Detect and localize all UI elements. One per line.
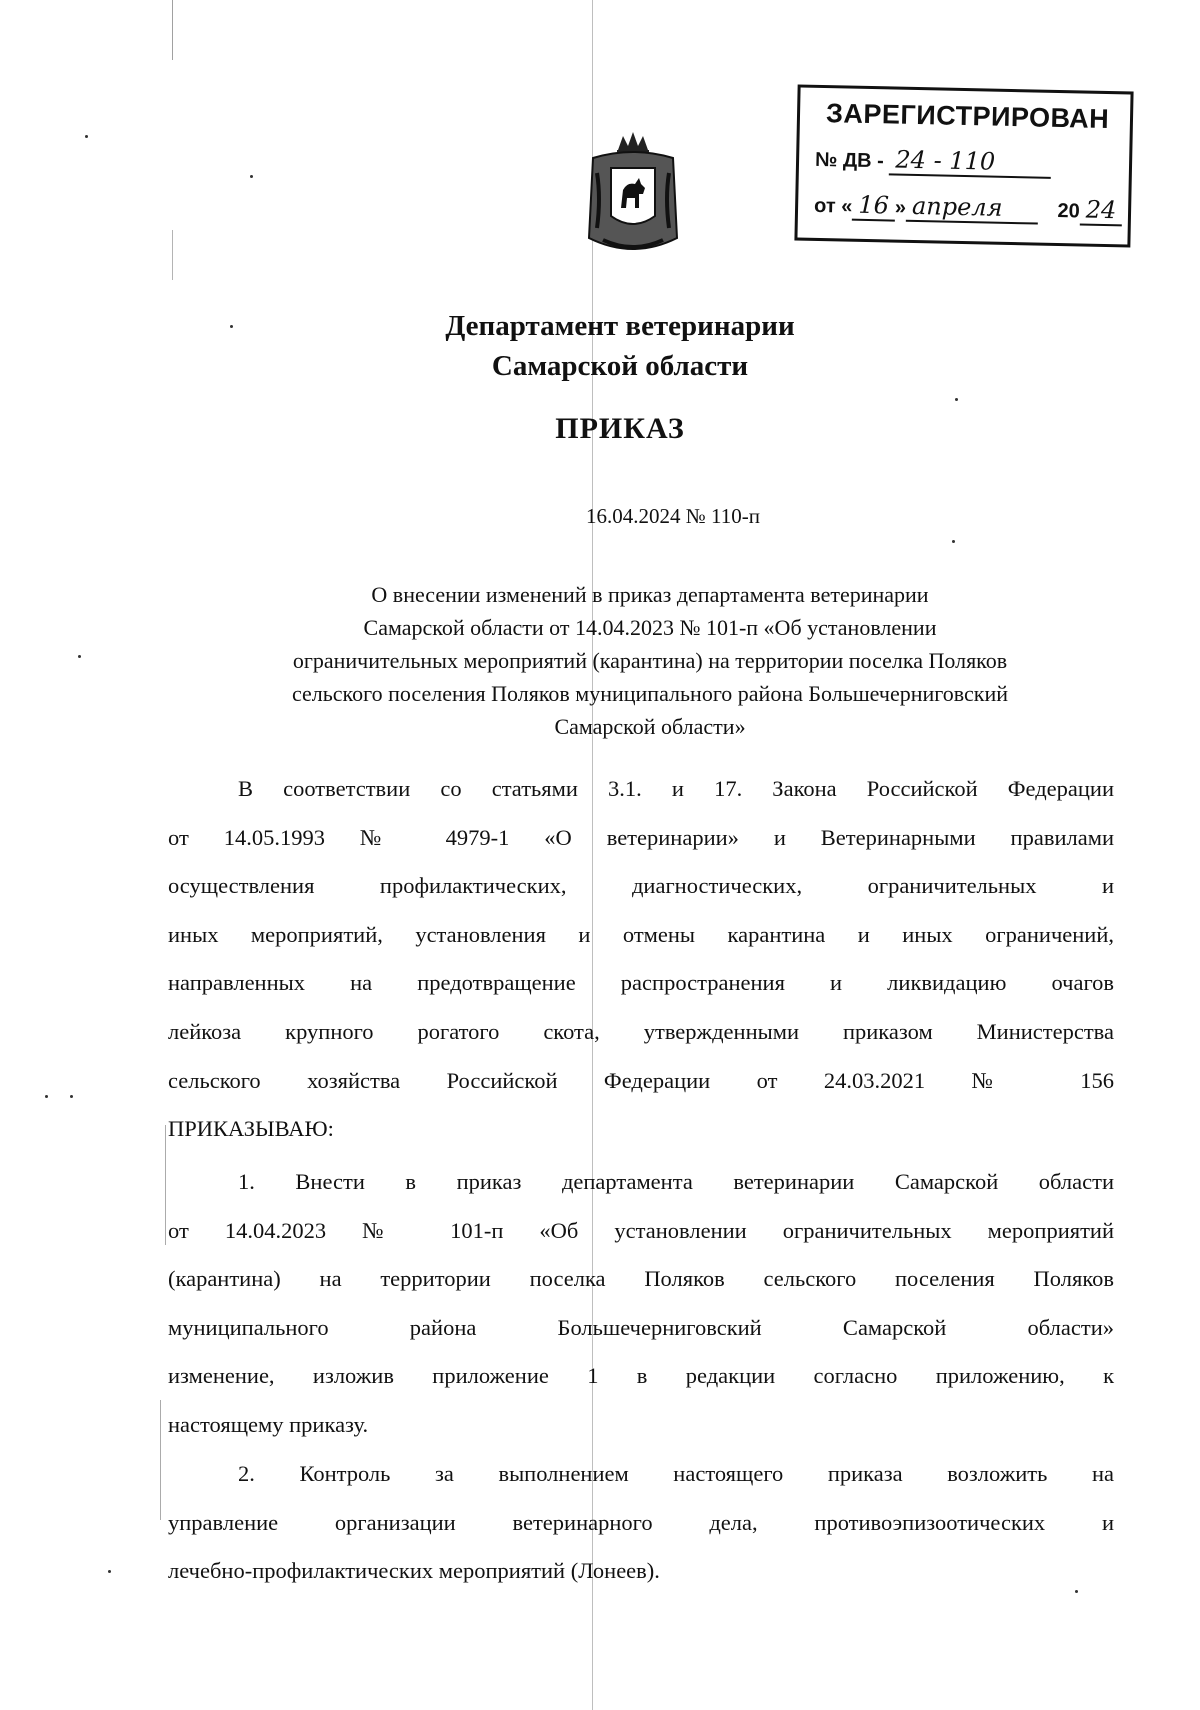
paragraph-line: направленных на предотвращение распространения и ликвидацию очагов — [168, 970, 1114, 996]
subject-line: Самарской области» — [554, 714, 746, 739]
scan-artifact-line — [172, 230, 173, 280]
scan-artifact-speck — [955, 398, 958, 401]
stamp-number-prefix: № ДВ - — [814, 148, 885, 173]
paragraph-line: управление организации ветеринарного дела, противоэпизоотических и — [168, 1509, 1114, 1535]
order-directive: ПРИКАЗЫВАЮ: — [168, 1116, 334, 1142]
stamp-date-row — [814, 190, 1123, 226]
paragraph-line: (карантина) на территории поселка Поляков сельского поселения Поляков — [168, 1266, 1114, 1292]
paragraph-line: 1. Внести в приказ департамента ветеринарии Самарской области — [238, 1169, 1114, 1194]
paragraph-line: иных мероприятий, установления и отмены карантина и иных ограничений, — [168, 921, 1114, 947]
paragraph-line: от 14.04.2023 № 101-п «Об установлении ограничительных мероприятий — [168, 1217, 1114, 1243]
document-type-title: ПРИКАЗ — [555, 412, 685, 445]
scan-artifact-speck — [85, 135, 88, 138]
stamp-year-prefix: 20 — [1057, 199, 1080, 223]
organization-name-line2: Самарской области — [491, 350, 749, 382]
scan-artifact-line — [172, 0, 173, 60]
order-date-number: 16.04.2024 № 110-п — [586, 504, 760, 528]
subject-line: сельского поселения Поляков муниципального района Большечерниговский — [291, 681, 1008, 706]
stamp-number-row — [815, 144, 1052, 179]
paragraph-line: настоящему приказу. — [168, 1411, 369, 1437]
stamp-year-suffix: 24 — [1079, 195, 1122, 226]
stamp-title: ЗАРЕГИСТРИРОВАН — [825, 98, 1110, 135]
scan-artifact-speck — [45, 1095, 48, 1098]
stamp-date-day: 16 — [852, 191, 895, 222]
subject-line: ограничительных мероприятий (карантина) на территории поселка Поляков — [292, 648, 1008, 673]
paragraph-line: сельского хозяйства Российской Федерации от 24.03.2021 № 156 — [168, 1067, 1114, 1093]
paragraph-line: 2. Контроль за выполнением настоящего приказа возложить на — [238, 1461, 1114, 1486]
paragraph-line: лейкоза крупного рогатого скота, утвержденными приказом Министерства — [168, 1018, 1114, 1044]
stamp-date-month: апреля — [906, 192, 1039, 225]
scan-artifact-speck — [108, 1570, 111, 1573]
paragraph-line: изменение, изложив приложение 1 в редакции согласно приложению, к — [168, 1363, 1114, 1389]
clause-2-paragraph — [168, 1450, 1114, 1596]
paragraph-line: муниципального района Большечерниговский Самарской области» — [168, 1314, 1114, 1340]
scan-artifact-speck — [952, 540, 955, 543]
scan-artifact-speck — [78, 655, 81, 658]
scan-artifact-speck — [70, 1095, 73, 1098]
stamp-date-prefix: от « — [813, 194, 853, 218]
order-subject — [170, 578, 1130, 743]
samara-coat-of-arms-icon — [583, 128, 683, 263]
registration-stamp — [794, 84, 1133, 247]
scan-artifact-speck — [250, 175, 253, 178]
preamble-paragraph — [168, 765, 1114, 1154]
clause-1-paragraph — [168, 1158, 1114, 1450]
paragraph-line: лечебно-профилактических мероприятий (Лонеев). — [168, 1558, 660, 1584]
paragraph-line: В соответствии со статьями 3.1. и 17. Закона Российской Федерации — [238, 776, 1114, 801]
stamp-number-value: 24 - 110 — [889, 145, 1052, 178]
subject-line: О внесении изменений в приказ департамента ветеринарии — [371, 582, 929, 607]
scan-artifact-line — [165, 1125, 166, 1245]
stamp-date-mid: » — [894, 196, 907, 219]
scan-artifact-line — [160, 1400, 161, 1520]
organization-name-line1: Департамент ветеринарии — [445, 310, 795, 342]
paragraph-line: осуществления профилактических, диагностических, ограничительных и — [168, 873, 1114, 899]
paragraph-line: от 14.05.1993 № 4979-1 «О ветеринарии» и Ветеринарными правилами — [168, 824, 1114, 850]
subject-line: Самарской области от 14.04.2023 № 101-п «Об установлении — [363, 615, 937, 640]
